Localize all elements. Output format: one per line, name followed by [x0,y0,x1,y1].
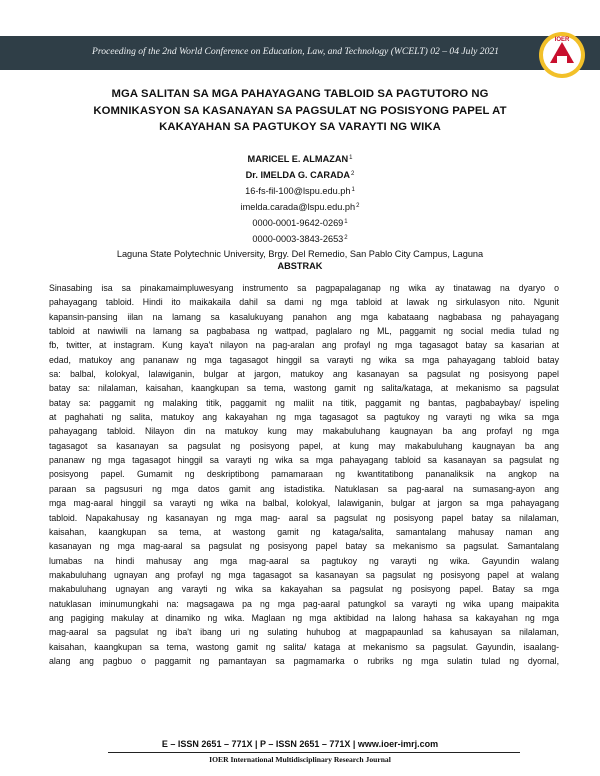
footer-journal-name: IOER International Multidisciplinary Research Journal [209,755,391,764]
abstract-body [49,281,559,668]
paper-title [40,86,560,136]
title-line-1: MGA SALITAN SA MGA PAHAYAGANG TABLOID SA PAGTUTORO NG [111,88,489,100]
abstract-line: sa: balbal, kolokyal, lalawiganin, bulgar at jargon, matukoy ang kasanayan sa pagsulat ng posisyong papel [49,369,559,380]
author-block [0,151,600,262]
abstract-heading: ABSTRAK [277,261,323,271]
orcid-1-sup: 1 [344,219,348,225]
footer-issn: E – ISSN 2651 – 771X | P – ISSN 2651 – 771X | www.ioer-imrj.com [161,739,439,749]
logo-text: IOER [554,37,570,43]
author-2-email[interactable] [0,199,600,215]
conference-header-text: Proceeding of the 2nd World Conference on Education, Law, and Technology (WCELT) 02 – 04 July 2021 [92,46,499,57]
title-line-3: KAKAYAHAN SA PAGTUKOY SA VARAYTI NG WIKA [159,121,441,133]
author-1 [0,151,600,167]
author-1-name: MARICEL E. ALMAZAN [247,154,349,164]
abstract-line: kapansin-pansing iilan na lamang sa kasalukuyang panahon ang mga kabataang nagbabasa ng pahayagang [49,311,559,322]
abstract-line: natuklasan iminumungkahi na: magsagawa pa ng mga pag-aaral patungkol sa varayti ng wika upang maipakita [49,598,559,609]
abstract-line: kasanayan ng mga mag-aaral sa pagsulat ng posisyong papel batay sa mekanismo sa pagsulat. Samantalang [49,541,559,552]
abstract-line: mga mag-aaral hinggil sa varayti ng wika na balbal, kolokyal, lalawiganin, bulgar at jargon sa mga pahayagang [49,498,559,509]
abstract-line: makabuluhang ugnayan ang varayti ng wika sa kakayahan sa pagsulat ng posisyong papel. Batay sa mga [49,584,559,595]
affiliation: Laguna State Polytechnic University, Brgy. Del Remedio, San Pablo City Campus, Laguna [116,249,484,259]
abstract-line: posisyong papel. Gumamit ng deskriptibong pamamaraan ng kwantitatibong pananaliksik na angkop na [49,469,559,480]
author-1-email[interactable] [0,183,600,199]
ioer-logo [537,30,587,80]
author-2-name: Dr. IMELDA G. CARADA [245,170,350,180]
author-1-orcid [0,215,600,231]
abstract-line: edad, matukoy ang pananaw ng mga tagasagot hinggil sa varayti ng wika sa mga pahayagang tabloid batay [49,354,559,365]
abstract-line: pananaw ng mga tagasagot hinggil sa varayti ng wika sa mga pahayagang tabloid sa kasanayan sa pagsulat ng [49,455,559,466]
email-1-text[interactable]: 16-fs-fil-100@lspu.edu.ph [245,186,351,196]
abstract-line: pahayagang tabloid. Nilayon din na matukoy kung may makabuluhang kaugnayan ba ang profayl ng mga [49,426,559,437]
author-2-orcid [0,231,600,247]
orcid-1-text: 0000-0001-9642-0269 [252,218,344,228]
abstract-line: fb, twitter, at instagram. Kung kaya't nilayon na pag-aralan ang profayl ng mga tagasagot batay sa kasarian at [49,340,559,351]
orcid-2-text: 0000-0003-3843-2653 [252,234,344,244]
abstract-line: lumabas na hindi mahusay ang mga mag-aaral sa pagtukoy ng varayti ng wika. Gayundin walang [49,555,559,566]
abstract-line: at paghahati ng salita, matukoy ang kakayahan ng mga tagasagot sa pagtukoy ng varayti ng wika sa mga [49,412,559,423]
abstract-line: alang ang pagbuo o paggamit ng pamantayan sa pagmamarka o rubriks ng mga sulatin tulad ng dyornal, [49,655,559,666]
author-2-sup: 2 [350,171,355,177]
orcid-2-sup: 2 [344,235,348,241]
abstract-line: batay sa: nilalaman, kaisahan, kaangkupan sa tema, wastong gamit ng salita/kataga, at mekanismo sa pagsulat [49,383,559,394]
abstract-line: paraan sa pagsusuri ng mga datos gamit ang istadistika. Natuklasan sa pag-aaral na sumasang-ayon ang [49,483,559,494]
email-1-sup: 1 [351,187,355,193]
abstract-line: kaisahan, kaangkupan sa tema, at wastong gamit ng kataga/salita, samantalang mahusay naman ang [49,526,559,537]
abstract-line: tabloid. Napakahusay ng kasanayan ng mga mag- aaral sa pagsulat ng posisyong papel batay sa nilalaman, [49,512,559,523]
author-2 [0,167,600,183]
title-line-2: KOMNIKASYON SA KASANAYAN SA PAGSULAT NG POSISYONG PAPEL AT [93,104,507,117]
abstract-line: batay sa: paggamit ng malaking titik, paggamit ng maliit na titik, paggamit ng bantas, pagbabaybay/ ispeling [49,397,559,408]
abstract-line: tabloid at nawiwili na lamang sa pagbabasa ng wattpad, paglalaro ng ML, paggamit ng social media tulad ng [49,326,559,337]
abstract-line: mag-aaral sa pagsulat ng iba't ibang uri ng sulating huhubog at magpapaunlad sa kahusayan sa nilalaman, [49,627,559,638]
abstract-line: tagasagot sa kasanayan sa pagsulat ng posisyong papel, at kung may makabuluhang kaugnayan ba ang [49,440,559,451]
abstract-line: ang pagiging makulay at dinamiko ng wika. Maglaan ng mga aktibidad na lalong hahasa sa kakayahan ng mga [49,612,559,623]
abstract-line: pahayagang tabloid. Hindi ito maikakaila dahil sa dami ng mga tabloid at lawak ng sirkulasyon nito. Ngunit [49,297,559,308]
abstract-line: Sinasabing isa sa pinakamaimpluwesyang instrumento sa pagpapalaganap ng wika ay tinatawag na dyaryo o [49,283,559,293]
email-2-sup: 2 [356,203,360,209]
abstract-line: makabuluhang ugnayan ang profayl ng mga tagasagot sa kasanayan sa pagsulat ng posisyong papel at walang [49,569,559,580]
abstract-line: kaisahan, kaangkupan sa tema, wastong gamit ng salita/ kataga at mekanismo sa pagsulat. Gayundin, isaalang- [49,641,559,652]
author-1-sup: 1 [349,155,353,161]
email-2-text[interactable]: imelda.carada@lspu.edu.ph [240,202,356,212]
footer-divider [108,752,520,753]
logo-book-icon [557,56,567,63]
